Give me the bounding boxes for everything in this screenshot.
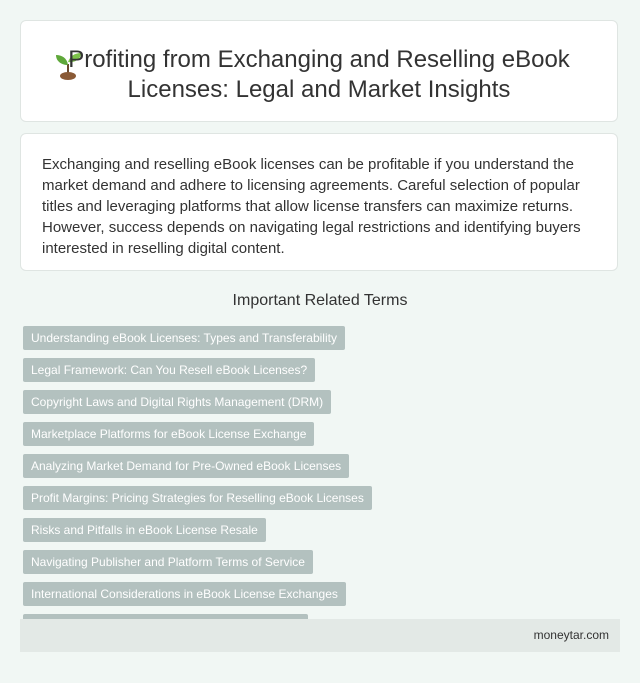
related-term-tag[interactable]: International Considerations in eBook License Exchanges	[23, 582, 346, 606]
title-card	[20, 20, 618, 122]
related-term-tag[interactable]: Copyright Laws and Digital Rights Management (DRM)	[23, 390, 331, 414]
footer-site-name: moneytar.com	[533, 628, 609, 642]
intro-paragraph: Exchanging and reselling eBook licenses can be profitable if you understand the market demand and adhere to licensing agreements. Careful selection of popular titles and leveraging platforms that allow license transfers can maximize returns. However, success depends on navigating legal restrictions and identifying buyers interested in reselling digital content.	[42, 156, 581, 257]
related-terms-heading: Important Related Terms	[232, 292, 408, 309]
related-terms-list	[20, 322, 620, 642]
related-term-tag[interactable]: Legal Framework: Can You Resell eBook Licenses?	[23, 358, 315, 382]
related-term-tag[interactable]: Profit Margins: Pricing Strategies for Reselling eBook Licenses	[23, 486, 372, 510]
related-term-tag[interactable]: Navigating Publisher and Platform Terms of Service	[23, 550, 313, 574]
related-term-tag[interactable]: Analyzing Market Demand for Pre-Owned eBook Licenses	[23, 454, 349, 478]
footer	[20, 619, 620, 652]
related-term-tag[interactable]: Understanding eBook Licenses: Types and Transferability	[23, 326, 345, 350]
page-title: Profiting from Exchanging and Reselling eBook Licenses: Legal and Market Insights	[68, 46, 570, 103]
related-term-tag[interactable]: Risks and Pitfalls in eBook License Resale	[23, 518, 266, 542]
intro-card	[20, 133, 618, 271]
related-term-tag[interactable]: Marketplace Platforms for eBook License Exchange	[23, 422, 314, 446]
